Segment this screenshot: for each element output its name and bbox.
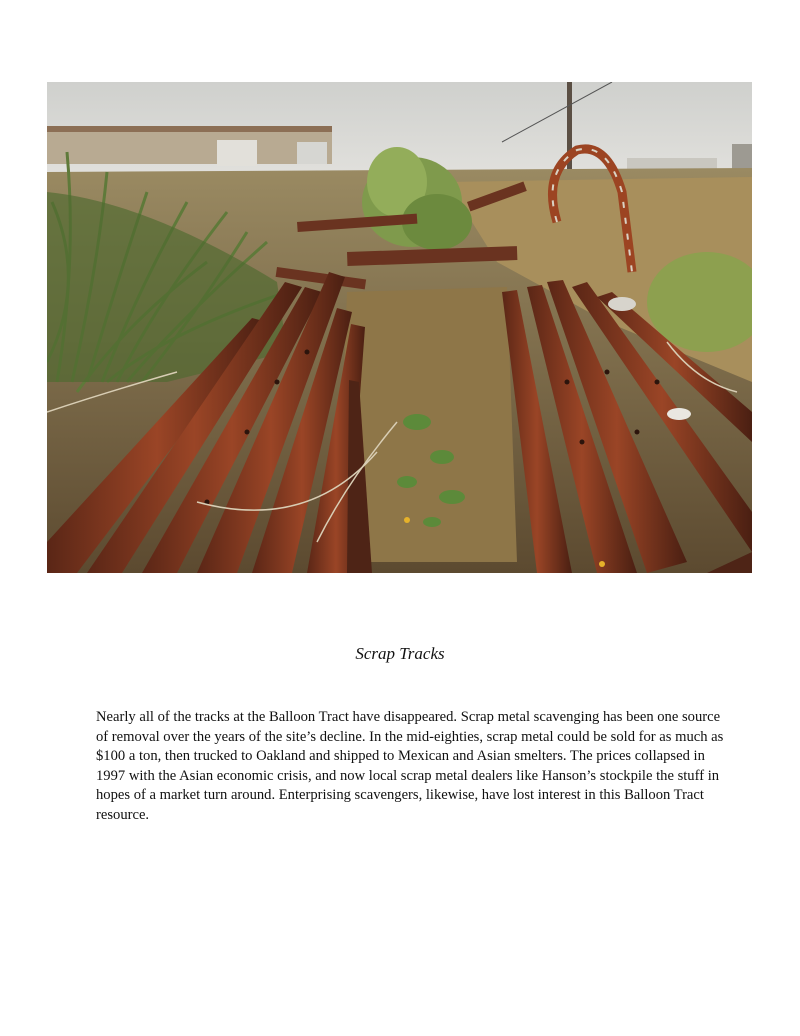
yellow-flower (404, 517, 410, 523)
scrap-tracks-photo (47, 82, 752, 573)
body-paragraph: Nearly all of the tracks at the Balloon Tract have disappeared. Scrap metal scavenging has been one source of removal over the years of the site’s decline. In the mid-eighties, scrap metal could be sold for as much as $100 a ton, then trucked to Oakland and shipped to Mexican and Asian smelters. The prices collapsed in 1997 with the Asian economic crisis, and now local scrap metal dealers like Hanson’s stockpile the stuff in hopes of a market turn around. Enterprising scavengers, likewise, have lost interest in this Balloon Tract resource. (96, 709, 724, 823)
photo-illustration (47, 82, 752, 573)
white-debris (667, 408, 691, 420)
photo-caption: Scrap Tracks (355, 644, 445, 663)
